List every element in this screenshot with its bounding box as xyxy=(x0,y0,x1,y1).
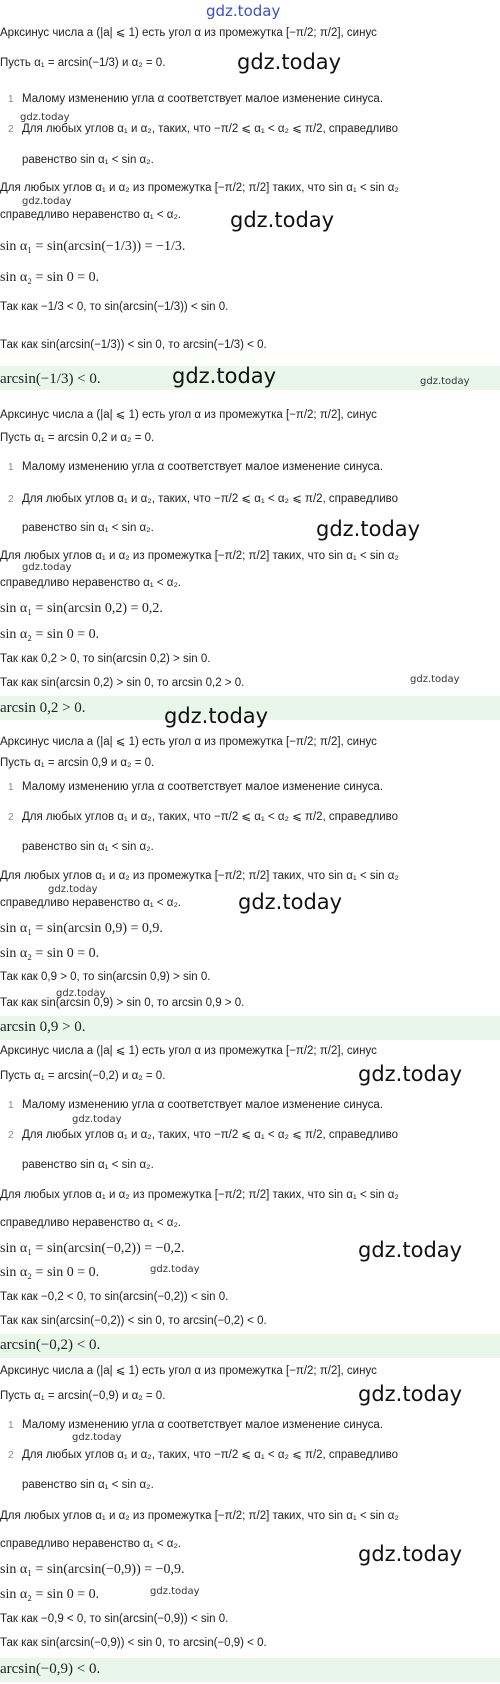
definition-line: Арксинус числа a (|a| ⩽ 1) есть угол α из промежутка [−π/2; π/2], синус xyxy=(0,1365,377,1377)
conclusion-line-2: справедливо неравенство α₁ < α₂. xyxy=(0,209,182,221)
property-text: Для любых углов α₁ и α₂, таких, что −π/2 ⩽ α₁ < α₂ ⩽ π/2, справедливо xyxy=(22,1129,399,1141)
property-item-2: 2 Для любых углов α₁ и α₂, таких, что −π/2 ⩽ α₁ < α₂ ⩽ π/2, справедливо xyxy=(8,811,399,823)
definition-line: Арксинус числа a (|a| ⩽ 1) есть угол α из промежутка [−π/2; π/2], синус xyxy=(0,409,377,421)
conclusion-line-2: справедливо неравенство α₁ < α₂. xyxy=(0,577,182,589)
property-text: Для любых углов α₁ и α₂, таких, что −π/2 ⩽ α₁ < α₂ ⩽ π/2, справедливо xyxy=(22,1449,399,1461)
property-continuation: равенство sin α₁ < sin α₂. xyxy=(22,841,154,853)
result-line: arcsin 0,2 > 0. xyxy=(0,700,86,716)
step-2: sin α₂ = sin 0 = 0. xyxy=(0,1265,100,1280)
header-watermark: gdz.today xyxy=(206,2,281,20)
property-item-2: 2 Для любых углов α₁ и α₂, таких, что −π/2 ⩽ α₁ < α₂ ⩽ π/2, справедливо xyxy=(8,1129,399,1141)
property-item-1: 1 Малому изменению угла α соответствует малое изменение синуса. xyxy=(8,781,384,793)
watermark-small: gdz.today xyxy=(150,1264,200,1275)
property-item-1: 1 Малому изменению угла α соответствует малое изменение синуса. xyxy=(8,1419,384,1431)
step-1: sin α₁ = sin(arcsin(−0,9)) = −0,9. xyxy=(0,1562,185,1577)
property-text: Малому изменению угла α соответствует малое изменение синуса. xyxy=(22,1099,384,1111)
watermark: gdz.today xyxy=(316,517,421,541)
watermark: gdz.today xyxy=(358,1062,463,1086)
property-item-2: 2 Для любых углов α₁ и α₂, таких, что −π/2 ⩽ α₁ < α₂ ⩽ π/2, справедливо xyxy=(8,1449,399,1461)
watermark: gdz.today xyxy=(358,1238,463,1262)
step-4: Так как sin(arcsin(−0,2)) < sin 0, то arcsin(−0,2) < 0. xyxy=(0,1315,267,1327)
result-line: arcsin(−0,2) < 0. xyxy=(0,1337,101,1353)
watermark: gdz.today xyxy=(358,1542,463,1566)
watermark-small: gdz.today xyxy=(48,884,98,895)
watermark: gdz.today xyxy=(164,704,269,728)
step-2: sin α₂ = sin 0 = 0. xyxy=(0,270,100,285)
let-line: Пусть α₁ = arcsin 0,2 и α₂ = 0. xyxy=(0,432,155,444)
step-4: Так как sin(arcsin 0,9) > sin 0, то arcsin 0,9 > 0. xyxy=(0,997,245,1009)
watermark: gdz.today xyxy=(230,208,335,232)
property-text: Малому изменению угла α соответствует малое изменение синуса. xyxy=(22,93,384,105)
step-1: sin α₁ = sin(arcsin 0,9) = 0,9. xyxy=(0,921,163,936)
step-2: sin α₂ = sin 0 = 0. xyxy=(0,1587,100,1602)
step-3: Так как −1/3 < 0, то sin(arcsin(−1/3)) < sin 0. xyxy=(0,301,229,313)
step-3: Так как −0,2 < 0, то sin(arcsin(−0,2)) < sin 0. xyxy=(0,1291,229,1303)
step-1: sin α₁ = sin(arcsin 0,2) = 0,2. xyxy=(0,601,163,616)
result-line: arcsin 0,9 > 0. xyxy=(0,1019,86,1035)
conclusion-line-1: Для любых углов α₁ и α₂ из промежутка [−π/2; π/2] таких, что sin α₁ < sin α₂ xyxy=(0,550,399,562)
let-line: Пусть α₁ = arcsin(−1/3) и α₂ = 0. xyxy=(0,57,166,69)
property-continuation: равенство sin α₁ < sin α₂. xyxy=(22,522,154,534)
watermark-small: gdz.today xyxy=(410,674,460,685)
step-1: sin α₁ = sin(arcsin(−0,2)) = −0,2. xyxy=(0,1241,185,1256)
let-line: Пусть α₁ = arcsin(−0,9) и α₂ = 0. xyxy=(0,1390,166,1402)
watermark: gdz.today xyxy=(238,890,343,914)
property-continuation: равенство sin α₁ < sin α₂. xyxy=(22,154,154,166)
property-item-1: 1 Малому изменению угла α соответствует малое изменение синуса. xyxy=(8,93,384,105)
definition-line: Арксинус числа a (|a| ⩽ 1) есть угол α из промежутка [−π/2; π/2], синус xyxy=(0,1045,377,1057)
watermark: gdz.today xyxy=(358,1382,463,1406)
step-3: Так как 0,2 > 0, то sin(arcsin 0,2) > sin 0. xyxy=(0,653,211,665)
watermark-small: gdz.today xyxy=(420,376,470,387)
conclusion-line-1: Для любых углов α₁ и α₂ из промежутка [−π/2; π/2] таких, что sin α₁ < sin α₂ xyxy=(0,1189,399,1201)
let-line: Пусть α₁ = arcsin 0,9 и α₂ = 0. xyxy=(0,757,155,769)
property-text: Для любых углов α₁ и α₂, таких, что −π/2 ⩽ α₁ < α₂ ⩽ π/2, справедливо xyxy=(22,811,399,823)
watermark-small: gdz.today xyxy=(56,988,106,999)
step-3: Так как −0,9 < 0, то sin(arcsin(−0,9)) < sin 0. xyxy=(0,1613,229,1625)
watermark: gdz.today xyxy=(237,50,342,74)
step-3: Так как 0,9 > 0, то sin(arcsin 0,9) > sin 0. xyxy=(0,971,211,983)
step-4: Так как sin(arcsin 0,2) > sin 0, то arcsin 0,2 > 0. xyxy=(0,677,245,689)
conclusion-line-2: справедливо неравенство α₁ < α₂. xyxy=(0,1217,182,1229)
watermark-small: gdz.today xyxy=(22,562,72,573)
conclusion-line-1: Для любых углов α₁ и α₂ из промежутка [−π/2; π/2] таких, что sin α₁ < sin α₂ xyxy=(0,870,399,882)
conclusion-line-2: справедливо неравенство α₁ < α₂. xyxy=(0,1538,182,1550)
property-continuation: равенство sin α₁ < sin α₂. xyxy=(22,1479,154,1491)
property-item-1: 1 Малому изменению угла α соответствует малое изменение синуса. xyxy=(8,461,384,473)
step-4: Так как sin(arcsin(−0,9)) < sin 0, то arcsin(−0,9) < 0. xyxy=(0,1637,267,1649)
property-continuation: равенство sin α₁ < sin α₂. xyxy=(22,1159,154,1171)
definition-line: Арксинус числа a (|a| ⩽ 1) есть угол α из промежутка [−π/2; π/2], синус xyxy=(0,736,377,748)
step-1: sin α₁ = sin(arcsin(−1/3)) = −1/3. xyxy=(0,239,186,254)
watermark-small: gdz.today xyxy=(150,1586,200,1597)
let-line: Пусть α₁ = arcsin(−0,2) и α₂ = 0. xyxy=(0,1070,166,1082)
result-line: arcsin(−0,9) < 0. xyxy=(0,1661,101,1677)
property-text: Малому изменению угла α соответствует малое изменение синуса. xyxy=(22,1419,384,1431)
step-2: sin α₂ = sin 0 = 0. xyxy=(0,627,100,642)
property-item-2: 2 Для любых углов α₁ и α₂, таких, что −π/2 ⩽ α₁ < α₂ ⩽ π/2, справедливо xyxy=(8,123,399,135)
step-2: sin α₂ = sin 0 = 0. xyxy=(0,946,100,961)
property-text: Малому изменению угла α соответствует малое изменение синуса. xyxy=(22,781,384,793)
watermark: gdz.today xyxy=(172,364,277,388)
property-item-2: 2 Для любых углов α₁ и α₂, таких, что −π/2 ⩽ α₁ < α₂ ⩽ π/2, справедливо xyxy=(8,493,399,505)
watermark-small: gdz.today xyxy=(72,1114,122,1125)
property-text: Для любых углов α₁ и α₂, таких, что −π/2 ⩽ α₁ < α₂ ⩽ π/2, справедливо xyxy=(22,123,399,135)
property-text: Малому изменению угла α соответствует малое изменение синуса. xyxy=(22,461,384,473)
watermark-small: gdz.today xyxy=(22,196,72,207)
conclusion-line-1: Для любых углов α₁ и α₂ из промежутка [−π/2; π/2] таких, что sin α₁ < sin α₂ xyxy=(0,1510,399,1522)
property-item-1: 1 Малому изменению угла α соответствует малое изменение синуса. xyxy=(8,1099,384,1111)
conclusion-line-1: Для любых углов α₁ и α₂ из промежутка [−π/2; π/2] таких, что sin α₁ < sin α₂ xyxy=(0,182,399,194)
definition-line: Арксинус числа a (|a| ⩽ 1) есть угол α из промежутка [−π/2; π/2], синус xyxy=(0,27,377,39)
result-line: arcsin(−1/3) < 0. xyxy=(0,371,101,387)
step-4: Так как sin(arcsin(−1/3)) < sin 0, то arcsin(−1/3) < 0. xyxy=(0,339,267,351)
watermark-small: gdz.today xyxy=(20,112,70,123)
conclusion-line-2: справедливо неравенство α₁ < α₂. xyxy=(0,897,182,909)
property-text: Для любых углов α₁ и α₂, таких, что −π/2 ⩽ α₁ < α₂ ⩽ π/2, справедливо xyxy=(22,493,399,505)
watermark-small: gdz.today xyxy=(72,1432,122,1443)
